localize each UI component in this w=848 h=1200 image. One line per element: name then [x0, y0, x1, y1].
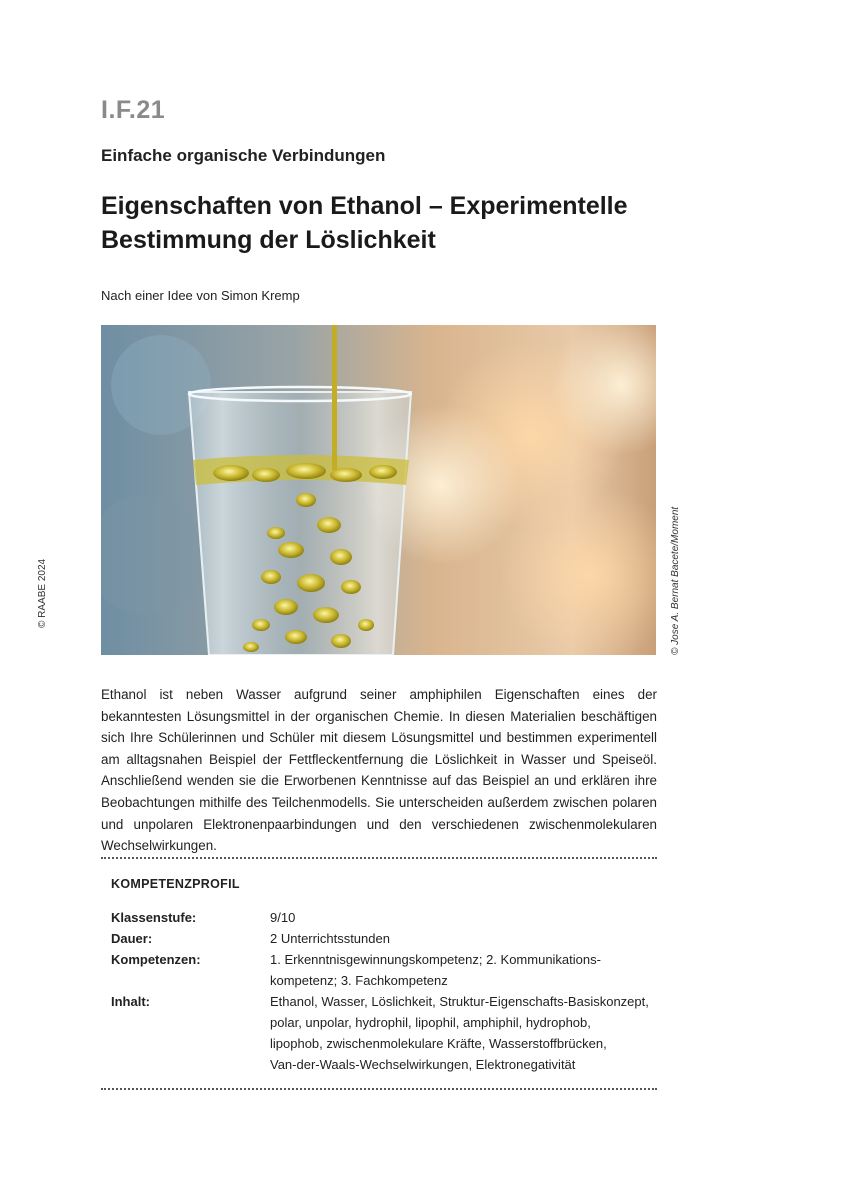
- document-title: [101, 189, 701, 257]
- inhalt-label: Inhalt:: [111, 994, 150, 1009]
- kompetenzprofil-title: KOMPETENZPROFIL: [111, 877, 240, 891]
- cover-photo: [101, 325, 656, 655]
- kompetenzen-line: 1. Erkenntnisgewinnungskompetenz; 2. Kommunikations-: [270, 952, 601, 967]
- oil-in-water-glass-image: [101, 325, 656, 655]
- title-line-1: Eigenschaften von Ethanol – Experimentelle: [101, 192, 628, 220]
- kompetenzen-value: [270, 949, 650, 991]
- inhalt-line: polar, unpolar, hydrophil, lipophil, amphiphil, hydrophob,: [270, 1015, 591, 1030]
- inhalt-value: [270, 991, 650, 1075]
- dauer-label: Dauer:: [111, 931, 153, 946]
- inhalt-line: lipophob, zwischenmolekulare Kräfte, Wasserstoffbrücken,: [270, 1036, 607, 1051]
- intro-paragraph: Ethanol ist neben Wasser aufgrund seiner amphiphilen Eigenschaften eines der bekanntesten Lösungsmittel in der organischen Chemie. In diesen Materialien beschäftigen sich Ihre Schülerinnen und Schüler mit diesem Lösungsmittel und bestimmen experimentell am alltagsnahen Beispiel der Fettfleckentfernung die Löslichkeit in Wasser und Speiseöl. Anschließend wenden sie die Erworbenen Kenntnisse auf das Beispiel an und erklären ihre Beobachtungen mithilfe des Teilchenmodells. Sie unterscheiden außerdem zwischen polaren und unpolaren Elektronenpaarbindungen und den verschiedenen zwischenmolekularen Wechselwirkungen.: [101, 687, 657, 854]
- document-code: I.F.21: [101, 96, 166, 124]
- document-subtitle: Einfache organische Verbindungen: [101, 146, 386, 165]
- divider-top: [101, 857, 657, 859]
- side-copyright: © RAABE 2024: [37, 558, 48, 628]
- inhalt-line: Ethanol, Wasser, Löslichkeit, Struktur-Eigenschafts-Basiskonzept,: [270, 994, 649, 1009]
- photo-credit: © Jose A. Bernat Bacete/Moment: [670, 506, 681, 655]
- dauer-value: 2 Unterrichtsstunden: [270, 931, 390, 946]
- inhalt-line: Van-der-Waals-Wechselwirkungen, Elektronegativität: [270, 1057, 576, 1072]
- klassenstufe-value: 9/10: [270, 910, 296, 925]
- klassenstufe-label: Klassenstufe:: [111, 910, 197, 925]
- author-note: Nach einer Idee von Simon Kremp: [101, 288, 300, 303]
- kompetenzen-line: kompetenz; 3. Fachkompetenz: [270, 973, 448, 988]
- title-line-2: Bestimmung der Löslichkeit: [101, 226, 436, 254]
- kompetenzen-label: Kompetenzen:: [111, 952, 201, 967]
- divider-bottom: [101, 1088, 657, 1090]
